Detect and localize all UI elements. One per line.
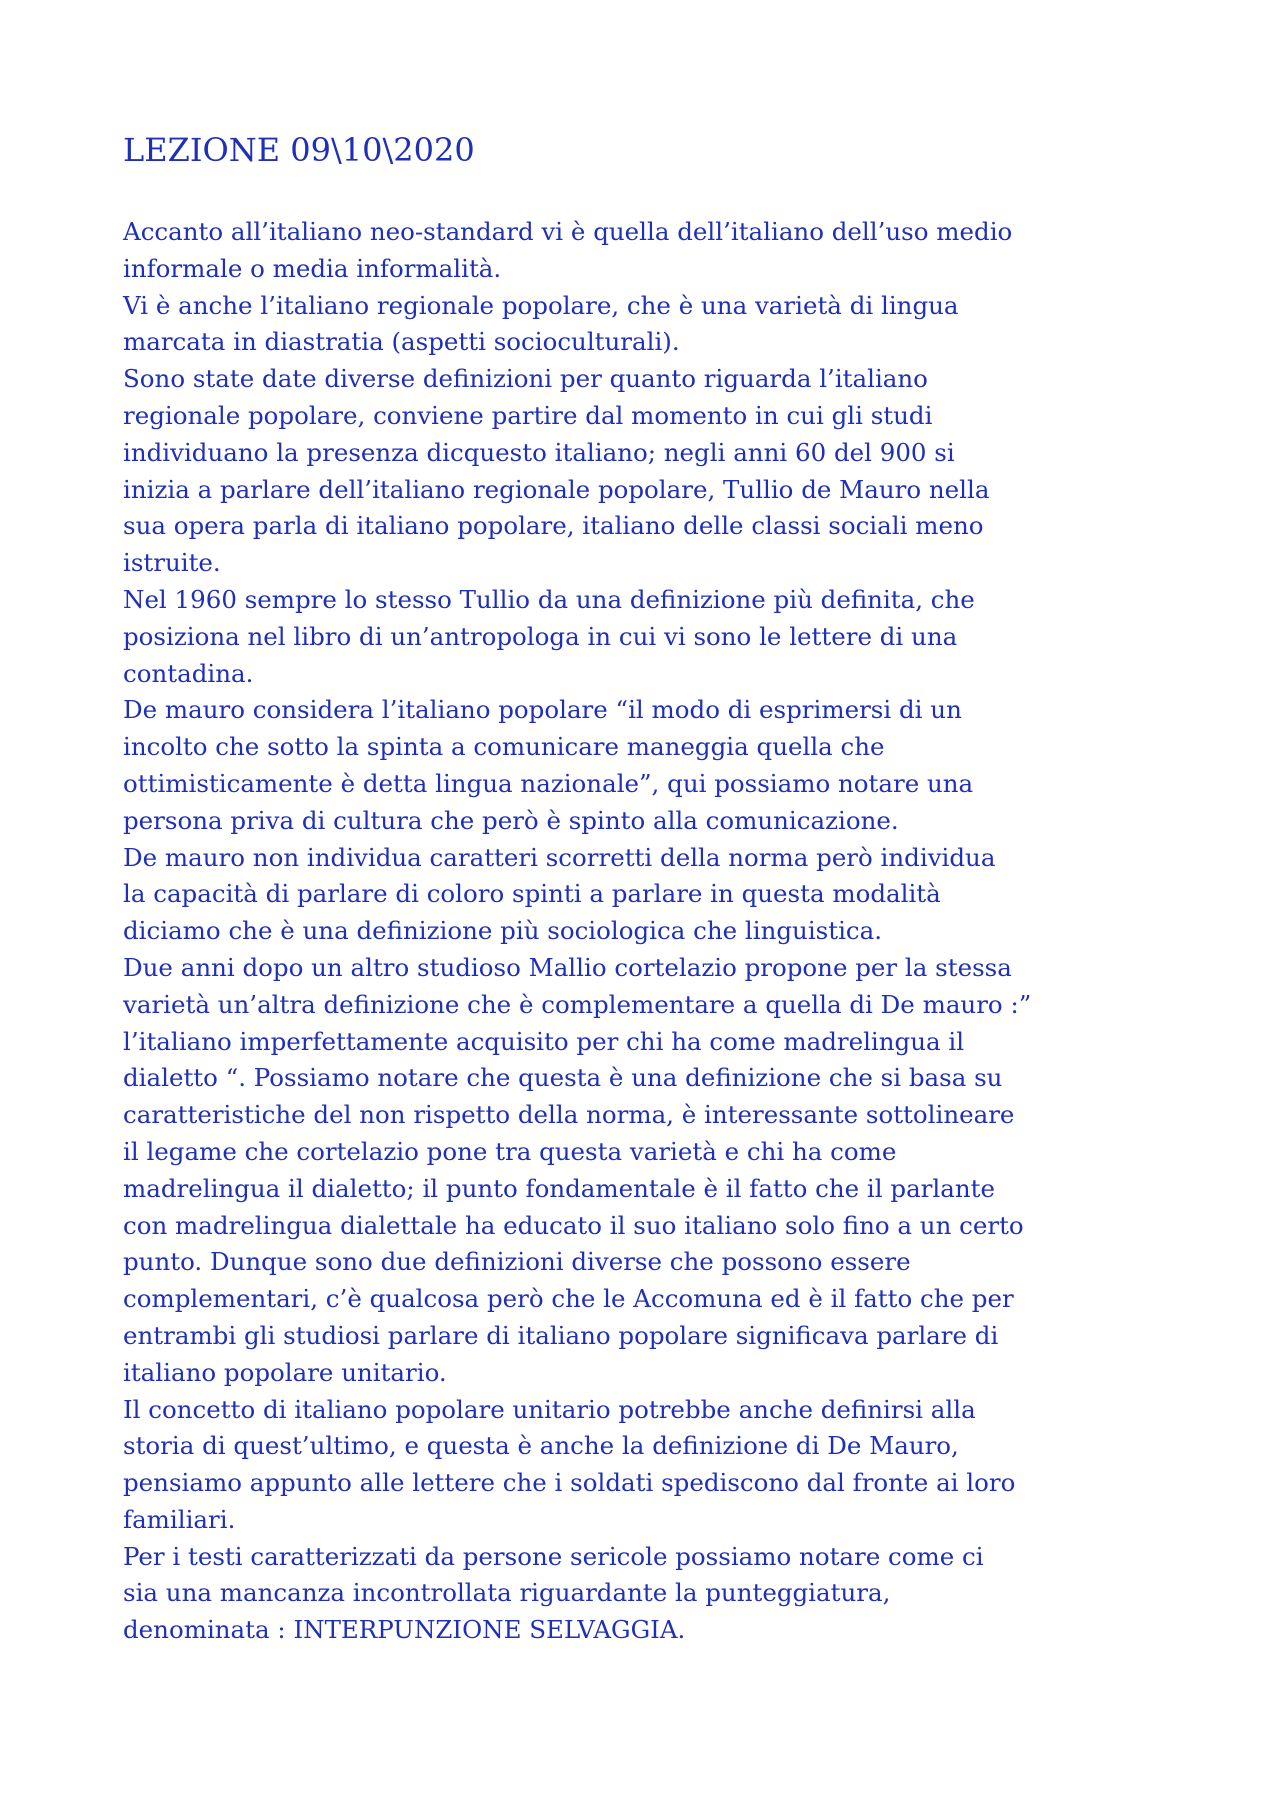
body-text-line: dialetto “. Possiamo notare che questa è una definizione che si basa su [123,1063,1003,1093]
body-text-line: ottimisticamente è detta lingua nazionale”, qui possiamo notare una [123,768,974,798]
body-text-line: italiano popolare unitario. [123,1357,447,1387]
body-text-line: sua opera parla di italiano popolare, italiano delle classi sociali meno [123,511,984,541]
body-text-line: varietà un’altra definizione che è complementare a quella di De mauro :” [123,989,1032,1019]
body-text-line: individuano la presenza dicquesto italiano; negli anni 60 del 900 si [123,437,955,467]
body-text-line: l’italiano imperfettamente acquisito per chi ha come madrelingua il [123,1026,965,1056]
body-text-line: familiari. [123,1504,236,1534]
body-text-line: pensiamo appunto alle lettere che i soldati spediscono dal fronte ai loro [123,1468,1016,1498]
body-text-line: inizia a parlare dell’italiano regionale popolare, Tullio de Mauro nella [123,474,990,504]
body-text-line: sia una mancanza incontrollata riguardante la punteggiatura, [123,1578,891,1608]
body-text-line: Sono state date diverse definizioni per quanto riguarda l’italiano [123,364,928,394]
body-text-line: caratteristiche del non rispetto della norma, è interessante sottolineare [123,1100,1015,1130]
body-text-line: Per i testi caratterizzati da persone sericole possiamo notare come ci [123,1541,984,1571]
body-text-line: persona priva di cultura che però è spinto alla comunicazione. [123,805,899,835]
body-text-line: regionale popolare, conviene partire dal momento in cui gli studi [123,400,933,430]
body-text-line: Nel 1960 sempre lo stesso Tullio da una definizione più definita, che [123,584,975,614]
body-text-line: incolto che sotto la spinta a comunicare maneggia quella che [123,732,885,762]
body-text-line: denominata : INTERPUNZIONE SELVAGGIA. [123,1615,686,1645]
body-text-line: la capacità di parlare di coloro spinti a parlare in questa modalità [123,879,941,909]
body-text-line: punto. Dunque sono due definizioni diverse che possono essere [123,1247,911,1277]
body-text-line: entrambi gli studiosi parlare di italiano popolare significava parlare di [123,1320,999,1350]
body-text-line: istruite. [123,548,221,578]
body-text-line: Due anni dopo un altro studioso Mallio cortelazio propone per la stessa [123,952,1012,982]
body-text-line: complementari, c’è qualcosa però che le Accomuna ed è il fatto che per [123,1284,1014,1314]
body-text-line: madrelingua il dialetto; il punto fondamentale è il fatto che il parlante [123,1173,995,1203]
body-text-line: Accanto all’italiano neo-standard vi è quella dell’italiano dell’uso medio [123,217,1013,246]
body-text-line: posiziona nel libro di un’antropologa in cui vi sono le lettere di una [123,621,958,651]
document-body [123,214,1183,1649]
body-text-line: contadina. [123,658,254,688]
body-text-line: Vi è anche l’italiano regionale popolare, che è una varietà di lingua [123,290,959,320]
body-text-line: il legame che cortelazio pone tra questa varietà e chi ha come [123,1136,897,1166]
body-text-line: informale o media informalità. [123,253,502,283]
body-text-line: marcata in diastratia (aspetti socioculturali). [123,327,680,357]
body-text-line: De mauro considera l’italiano popolare “il modo di esprimersi di un [123,695,962,725]
body-text-line: storia di quest’ultimo, e questa è anche la definizione di De Mauro, [123,1431,959,1461]
body-text-line: De mauro non individua caratteri scorretti della norma però individua [123,842,996,872]
body-text-line: con madrelingua dialettale ha educato il suo italiano solo fino a un certo [123,1210,1024,1240]
body-text-line: Il concetto di italiano popolare unitario potrebbe anche definirsi alla [123,1394,976,1424]
body-text-line: diciamo che è una definizione più sociologica che linguistica. [123,916,883,946]
document-title: LEZIONE 09\10\2020 [123,131,475,169]
